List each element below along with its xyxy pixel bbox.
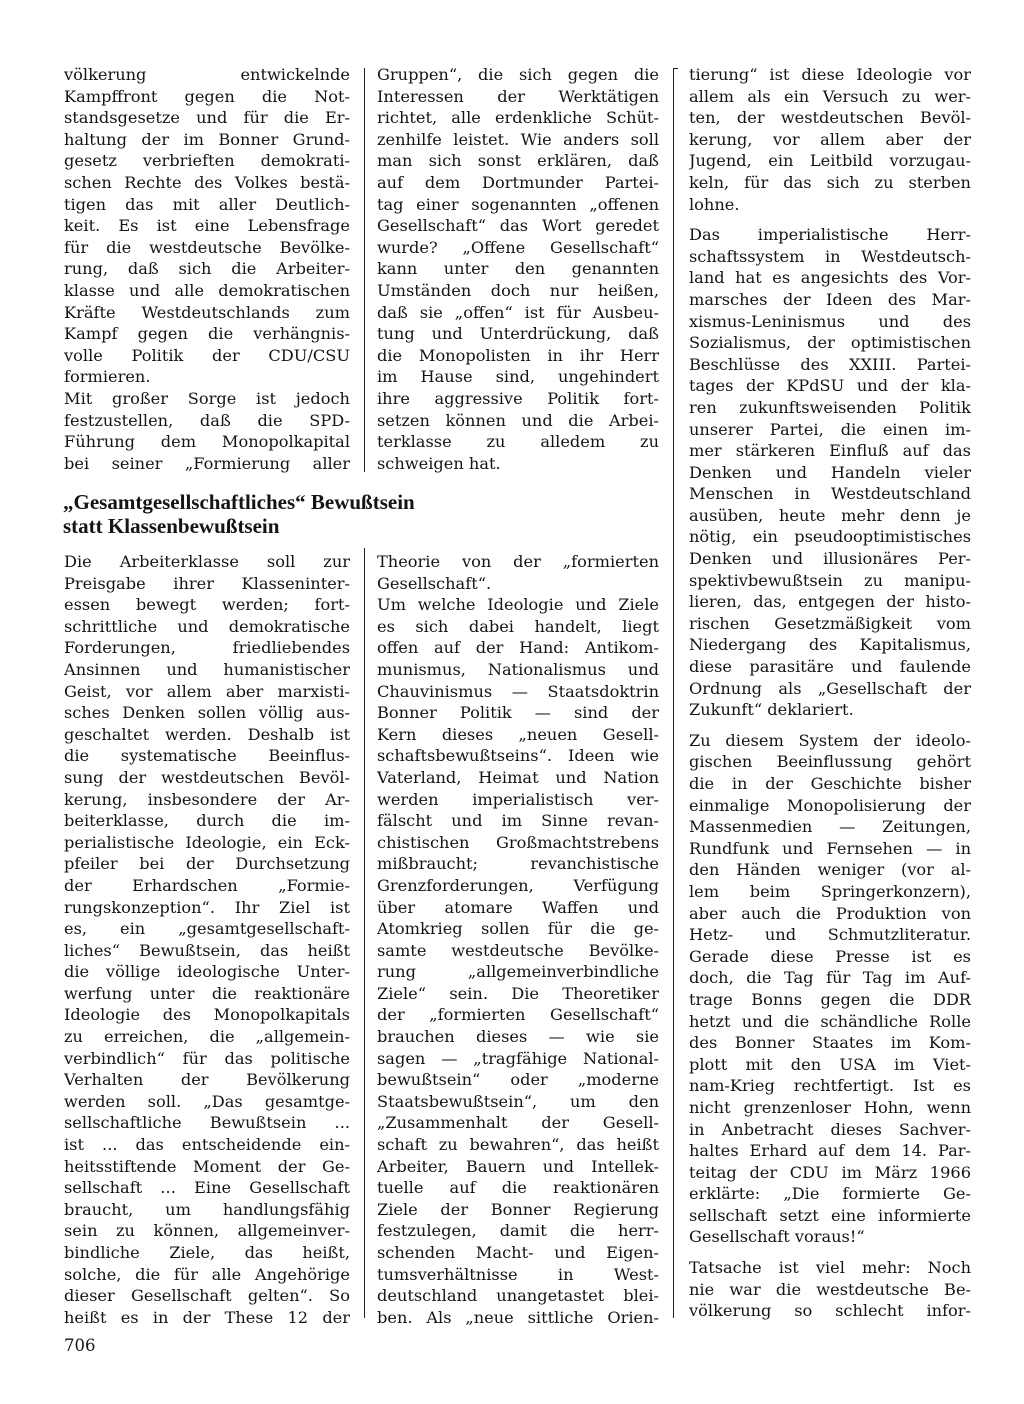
text-line: ren zukunftsweisenden Politik: [689, 397, 971, 417]
text-line: spektivbewußtsein zu manipu-: [689, 570, 971, 590]
text-line: Niedergang des Kapitalismus,: [689, 635, 971, 655]
text-line: bewußtsein“ oder „moderne: [377, 1070, 659, 1090]
text-line: werfung unter die reaktionäre: [64, 983, 350, 1003]
text-line: dieser Gesellschaft gelten“. So: [64, 1286, 350, 1306]
text-line: solche, die für alle Angehörige: [64, 1264, 350, 1284]
column-divider-top-left: [364, 68, 365, 472]
text-line: „Zusammenhalt der Gesell-: [377, 1113, 659, 1133]
text-line: volle Politik der CDU/CSU: [64, 345, 350, 365]
text-line: richtet, alle erdenkliche Schüt-: [377, 108, 659, 128]
text-line: sellschaftliche Bewußtsein ...: [64, 1113, 350, 1133]
text-line: sches Denken sollen völlig aus-: [64, 703, 350, 723]
text-line: die Monopolisten in ihr Herr: [377, 345, 659, 365]
text-line: festzulegen, damit die herr-: [377, 1221, 659, 1241]
text-line: sung der westdeutschen Bevöl-: [64, 767, 350, 787]
text-line: lem beim Springerkonzern),: [689, 881, 971, 901]
text-line: in Anbetracht dieses Sachver-: [689, 1119, 971, 1139]
text-line: die völlige ideologische Unter-: [64, 962, 350, 982]
text-line: mer stärkeren Einfluß auf das: [689, 441, 971, 461]
text-line: Umständen doch nur heißen,: [377, 280, 659, 300]
text-line: Kampf gegen die verhängnis-: [64, 324, 350, 344]
text-line: trage Bonns gegen die DDR: [689, 989, 971, 1009]
text-line: xismus-Leninismus und des: [689, 311, 971, 331]
text-line: klasse und alle demokratischen: [64, 280, 350, 300]
text-line: Ideologie des Monopolkapitals: [64, 1005, 350, 1025]
text-line: es sich dabei handelt, liegt: [377, 616, 659, 636]
text-line: schaftsbewußtseins“. Ideen wie: [377, 746, 659, 766]
text-line: die systematische Beeinflus-: [64, 746, 350, 766]
text-line: Atomkrieg sollen für die ge-: [377, 919, 659, 939]
text-line: rung „allgemeinverbindliche: [377, 962, 659, 982]
heading-line-2: statt Klassenbewußtsein: [63, 514, 280, 538]
text-line: teitag der CDU im März 1966: [689, 1162, 971, 1182]
text-line: mißbraucht; revanchistische: [377, 854, 659, 874]
text-line: Gesellschaft“ das Wort geredet: [377, 216, 659, 236]
text-line: wurde? „Offene Gesellschaft“: [377, 237, 659, 257]
text-line: Interessen der Werktätigen: [377, 86, 659, 106]
text-line: beiterklasse, durch die im-: [64, 811, 350, 831]
text-line: ben. Als „neue sittliche Orien-: [377, 1307, 659, 1327]
text-line: brauchen dieses — wie sie: [377, 1027, 659, 1047]
text-line: Beschlüsse des XXIII. Partei-: [689, 354, 971, 374]
text-line: Kern dieses „neuen Gesell-: [377, 724, 659, 744]
text-line: Theorie von der „formierten: [377, 552, 659, 571]
text-line: ist ... das entscheidende ein-: [64, 1135, 350, 1155]
text-line: marsches der Ideen des Mar-: [689, 289, 971, 309]
text-line: daß sie „offen“ ist für Ausbeu-: [377, 302, 659, 322]
text-line: keln, für das sich zu sterben: [689, 172, 971, 192]
text-line: Zu diesem System der ideolo-: [689, 730, 971, 750]
text-line: Ordnung als „Gesellschaft der: [689, 678, 971, 698]
right-column: [689, 64, 971, 1322]
page-number: 706: [64, 1336, 96, 1355]
text-line: nötig, ein pseudooptimistisches: [689, 527, 971, 547]
text-line: Arbeiter, Bauern und Intellek-: [377, 1156, 659, 1176]
text-line: sein zu können, allgemeinver-: [64, 1221, 350, 1241]
text-line: nam-Krieg rechtfertigt. Ist es: [689, 1076, 971, 1096]
text-line: allem als ein Versuch zu wer-: [689, 86, 971, 106]
text-line: diese parasitäre und faulende: [689, 657, 971, 677]
text-line: Geist, vor allem aber marxisti-: [64, 681, 350, 701]
text-line: werden soll. „Das gesamtge-: [64, 1091, 350, 1111]
text-line: bindliche Ziele, das heißt,: [64, 1243, 350, 1262]
top-rule: [674, 68, 678, 69]
text-line: tuelle auf die reaktionären: [377, 1178, 659, 1198]
text-line: haltes Erhard auf dem 14. Par-: [689, 1141, 971, 1161]
text-line: man sich sonst erklären, daß: [377, 151, 659, 171]
text-line: bei seiner „Formierung aller: [64, 453, 350, 473]
text-line: formieren.: [64, 367, 151, 387]
text-line: hetzt und die schändliche Rolle: [689, 1011, 971, 1031]
text-line: heitsstiftende Moment der Ge-: [64, 1156, 350, 1176]
column-divider-top-right: [673, 68, 674, 472]
text-line: völkerung so schlecht infor-: [689, 1301, 971, 1321]
text-line: nie war die westdeutsche Be-: [689, 1279, 971, 1299]
text-line: Gesellschaft voraus!“: [689, 1227, 865, 1247]
text-line: Die Arbeiterklasse soll zur: [64, 552, 350, 571]
text-line: chistischen Großmachtstrebens: [377, 832, 659, 852]
text-line: auf dem Dortmunder Partei-: [377, 172, 659, 192]
text-line: der „formierten Gesellschaft“: [377, 1005, 659, 1025]
text-line: Preisgabe ihrer Klasseninter-: [64, 573, 350, 593]
text-line: der Erhardschen „Formie-: [64, 875, 350, 895]
text-line: schen Rechte des Volkes bestä-: [64, 172, 350, 192]
text-line: ihre aggressive Politik fort-: [377, 388, 659, 408]
text-line: deutschland unangetastet blei-: [377, 1286, 659, 1306]
text-line: Jugend, ein Leitbild vorzugau-: [689, 151, 971, 171]
bottom-left-column: [64, 551, 350, 1328]
text-line: verbindlich“ für das politische: [64, 1048, 350, 1068]
text-line: samte westdeutsche Bevölke-: [377, 940, 659, 960]
text-line: braucht, um handlungsfähig: [64, 1199, 350, 1219]
text-line: Menschen in Westdeutschland: [689, 484, 971, 504]
text-line: Rundfunk und Fernsehen — in: [689, 838, 971, 858]
text-line: Chauvinismus — Staatsdoktrin: [377, 681, 659, 701]
text-line: aber auch die Produktion von: [689, 903, 971, 923]
text-line: den Händen weniger (vor al-: [689, 860, 971, 880]
text-line: festzustellen, daß die SPD-: [64, 410, 350, 430]
text-line: Bonner Politik — sind der: [377, 703, 659, 723]
text-line: perialistische Ideologie, ein Eck-: [64, 832, 350, 852]
text-line: ten, der westdeutschen Bevöl-: [689, 108, 971, 128]
text-line: doch, die Tag für Tag im Auf-: [689, 968, 971, 988]
text-line: Forderungen, friedliebendes: [64, 638, 350, 658]
text-line: standsgesetze und für die Er-: [64, 108, 350, 128]
text-line: tages der KPdSU und der kla-: [689, 376, 971, 396]
text-line: gesetz verbrieften demokrati-: [64, 151, 350, 171]
text-line: lieren, das, entgegen der histo-: [689, 592, 971, 612]
text-line: kerung, insbesondere der Ar-: [64, 789, 350, 809]
text-line: sellschaft ... Eine Gesellschaft: [64, 1178, 350, 1198]
text-line: einmalige Monopolisierung der: [689, 795, 971, 815]
text-line: schaft zu bewahren“, das heißt: [377, 1135, 659, 1155]
text-line: geschaltet werden. Deshalb ist: [64, 724, 350, 744]
text-line: keit. Es ist eine Lebensfrage: [64, 216, 350, 236]
text-line: tierung“ ist diese Ideologie vor: [689, 65, 971, 84]
text-line: erklärte: „Die formierte Ge-: [689, 1184, 971, 1204]
text-line: haltung der im Bonner Grund-: [64, 129, 350, 149]
text-line: kerung, vor allem aber der: [689, 129, 971, 149]
text-line: Verhalten der Bevölkerung: [64, 1070, 350, 1090]
text-line: für die westdeutsche Bevölke-: [64, 237, 350, 257]
text-line: Staatsbewußtsein“, um den: [377, 1091, 659, 1111]
text-line: zenhilfe leistet. Wie anders soll: [377, 129, 659, 149]
text-line: tumsverhältnisse in West-: [377, 1264, 659, 1284]
text-line: land hat es angesichts des Vor-: [689, 268, 971, 288]
text-line: Tatsache ist viel mehr: Noch: [689, 1258, 971, 1278]
text-line: nicht grenzenloser Hohn, wenn: [689, 1097, 971, 1117]
text-line: Sozialismus, der optimistischen: [689, 333, 971, 353]
text-line: Kräfte Westdeutschlands zum: [64, 302, 350, 322]
text-line: Zukunft“ deklariert.: [689, 700, 854, 720]
text-line: schaftssystem in Westdeutsch-: [689, 246, 971, 266]
column-divider-bottom-left: [364, 548, 365, 1318]
text-line: schweigen hat.: [377, 453, 501, 473]
heading-line-1: „Gesamtgesellschaftliches“ Bewußtsein: [63, 490, 415, 514]
text-line: rischen Gesetzmäßigkeit vom: [689, 613, 971, 633]
text-line: Ziele der Bonner Regierung: [377, 1199, 659, 1219]
text-line: es, ein „gesamtgesellschaft-: [64, 919, 350, 939]
text-line: völkerung entwickelnde: [64, 65, 350, 84]
text-line: zu erreichen, die „allgemein-: [64, 1027, 350, 1047]
text-line: im Hause sind, ungehindert: [377, 367, 659, 387]
text-line: setzen können und die Arbei-: [377, 410, 659, 430]
text-line: Massenmedien — Zeitungen,: [689, 817, 971, 837]
text-line: terklasse zu alledem zu: [377, 432, 659, 452]
text-line: essen bewegt werden; fort-: [64, 595, 350, 615]
text-line: Gruppen“, die sich gegen die: [377, 65, 659, 84]
text-line: fälscht und im Sinne revan-: [377, 811, 659, 831]
text-line: des Bonner Staates im Kom-: [689, 1033, 971, 1053]
text-line: Ziele“ sein. Die Theoretiker: [377, 983, 659, 1003]
text-line: Hetz- und Schmutzliteratur.: [689, 925, 971, 945]
text-line: lohne.: [689, 194, 740, 214]
text-line: Vaterland, Heimat und Nation: [377, 767, 659, 787]
text-line: über atomare Waffen und: [377, 897, 659, 917]
text-line: Ansinnen und humanistischer: [64, 659, 350, 679]
text-line: Grenzforderungen, Verfügung: [377, 875, 659, 895]
text-line: Gerade diese Presse ist es: [689, 946, 971, 966]
text-line: rung, daß sich die Arbeiter-: [64, 259, 350, 279]
top-middle-column: [377, 64, 659, 474]
top-left-column: [64, 64, 350, 474]
text-line: werden imperialistisch ver-: [377, 789, 659, 809]
section-heading: [63, 490, 493, 538]
text-line: Denken und illusionäres Per-: [689, 549, 971, 569]
text-line: Kampffront gegen die Not-: [64, 86, 350, 106]
column-divider-right: [673, 472, 674, 1318]
text-line: plott mit den USA im Viet-: [689, 1054, 971, 1074]
text-line: die in der Geschichte bisher: [689, 774, 971, 793]
text-line: Denken und Handeln vieler: [689, 462, 971, 482]
text-line: schenden Macht- und Eigen-: [377, 1243, 659, 1262]
text-line: Um welche Ideologie und Ziele: [377, 595, 659, 615]
bottom-middle-column: [377, 551, 659, 1328]
text-line: gischen Beeinflussung gehört: [689, 752, 971, 772]
text-line: unserer Partei, die einen im-: [689, 419, 971, 439]
text-line: Mit großer Sorge ist jedoch: [64, 388, 350, 408]
text-line: Gesellschaft“.: [377, 573, 492, 593]
text-line: liches“ Bewußtsein, das heißt: [64, 940, 350, 960]
text-line: tag einer sogenannten „offenen: [377, 194, 659, 214]
text-line: ausüben, heute mehr denn je: [689, 505, 971, 525]
text-line: heißt es in der These 12 der: [64, 1307, 350, 1327]
text-line: pfeiler bei der Durchsetzung: [64, 854, 350, 874]
text-line: munismus, Nationalismus und: [377, 659, 659, 679]
text-line: offen auf der Hand: Antikom-: [377, 638, 659, 658]
text-line: Führung dem Monopolkapital: [64, 432, 350, 452]
text-line: rungskonzeption“. Ihr Ziel ist: [64, 897, 350, 917]
text-line: tigen das mit aller Deutlich-: [64, 194, 350, 214]
text-line: sagen — „tragfähige National-: [377, 1048, 659, 1068]
text-line: schrittliche und demokratische: [64, 616, 350, 636]
text-line: Das imperialistische Herr-: [689, 225, 971, 245]
text-line: kann unter den genannten: [377, 259, 659, 279]
text-line: tung und Unterdrückung, daß: [377, 324, 659, 344]
text-line: sellschaft setzt eine informierte: [689, 1205, 971, 1225]
